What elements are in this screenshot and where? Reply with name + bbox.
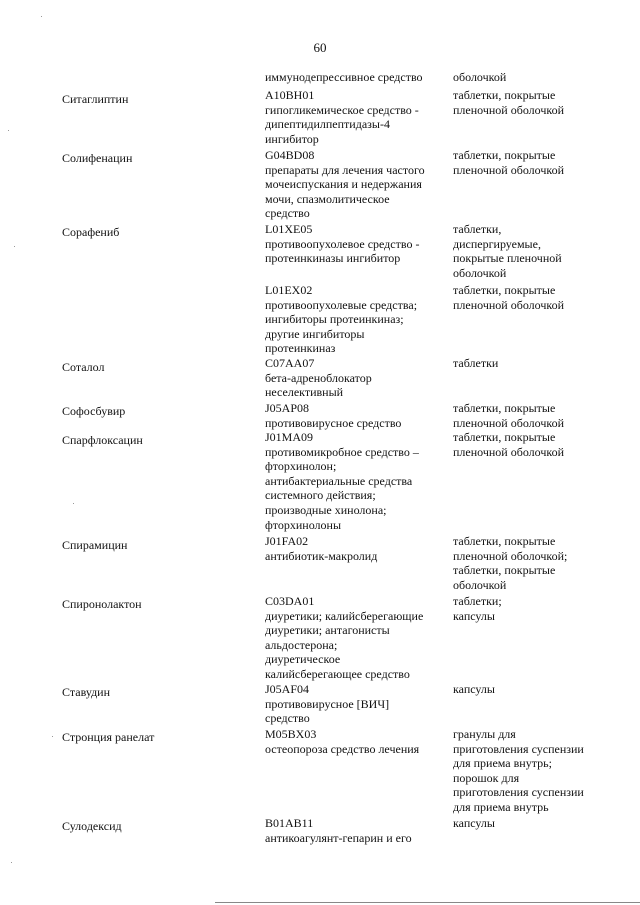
table-cell-name: Сулодексид xyxy=(62,819,122,833)
table-cell-name: Спиронолактон xyxy=(62,597,142,611)
scan-speck xyxy=(73,503,74,504)
table-cell-form: таблетки, покрытые пленочной оболочкой xyxy=(453,88,565,117)
table-cell-name: Софосбувир xyxy=(62,404,126,418)
table-cell-form: гранулы для приготовления суспензии для приема внутрь; порошок для приготовления суспензии для приема внутрь xyxy=(453,727,584,814)
table-cell-name: Ставудин xyxy=(62,685,111,699)
scan-speck xyxy=(8,130,9,131)
table-cell-name: Сорафениб xyxy=(62,225,120,239)
table-cell-name: Соталол xyxy=(62,360,105,374)
table-cell-code: J05AF04 противовирусное [ВИЧ] средство xyxy=(265,682,390,726)
table-cell-code: L01XE05 противоопухолевое средство - протеинкиназы ингибитор xyxy=(265,222,420,266)
table-cell-code: J01MA09 противомикробное средство – фторхинолон; антибактериальные средства системного действия; производные хинолона; фторхинолоны xyxy=(265,430,419,532)
table-cell-form: капсулы xyxy=(453,816,495,830)
table-cell-code: M05BX03 остеопороза средство лечения xyxy=(265,727,420,756)
table-cell-name: Спирамицин xyxy=(62,538,128,552)
page-bottom-rule xyxy=(215,902,640,903)
table-cell-form: таблетки, покрытые пленочной оболочкой; таблетки, покрытые оболочкой xyxy=(453,534,568,592)
table-cell-code: A10BH01 гипогликемическое средство - дипептидилпептидазы-4 ингибитор xyxy=(265,88,419,146)
table-cell-form: таблетки, покрытые пленочной оболочкой xyxy=(453,283,565,312)
scan-speck xyxy=(14,246,15,247)
page-number: 60 xyxy=(313,40,327,55)
table-cell-code: иммунодепрессивное средство xyxy=(265,70,423,84)
table-cell-form: таблетки; капсулы xyxy=(453,594,502,623)
table-cell-code: C07AA07 бета-адреноблокатор неселективный xyxy=(265,356,372,400)
table-cell-name: Солифенацин xyxy=(62,151,133,165)
table-cell-name: Спарфлоксацин xyxy=(62,433,143,447)
table-cell-form: таблетки, диспергируемые, покрытые пленочной оболочкой xyxy=(453,222,562,280)
table-cell-form: таблетки, покрытые пленочной оболочкой xyxy=(453,430,565,459)
table-cell-code: C03DA01 диуретики; калийсберегающие диуретики; антагонисты альдостерона; диуретическое калийсберегающее средство xyxy=(265,594,424,681)
table-cell-form: капсулы xyxy=(453,682,495,696)
table-cell-code: G04BD08 препараты для лечения частого мочеиспускания и недержания мочи, спазмолитическое средство xyxy=(265,148,425,221)
table-cell-form: таблетки xyxy=(453,356,499,370)
scan-speck xyxy=(11,862,12,863)
table-cell-code: J05AP08 противовирусное средство xyxy=(265,401,402,430)
table-cell-form: таблетки, покрытые пленочной оболочкой xyxy=(453,148,565,177)
table-cell-code: L01EX02 противоопухолевые средства; ингибиторы протеинкиназ; другие ингибиторы протеинкиназ xyxy=(265,283,418,356)
table-cell-name: Ситаглиптин xyxy=(62,92,129,106)
table-cell-code: J01FA02 антибиотик-макролид xyxy=(265,534,378,563)
scan-speck xyxy=(41,16,42,17)
scan-speck xyxy=(52,736,53,737)
table-cell-code: B01AB11 антикоагулянт-гепарин и его xyxy=(265,816,412,845)
table-cell-form: оболочкой xyxy=(453,70,507,84)
table-cell-form: таблетки, покрытые пленочной оболочкой xyxy=(453,401,565,430)
table-cell-name: Стронция ранелат xyxy=(62,730,155,744)
